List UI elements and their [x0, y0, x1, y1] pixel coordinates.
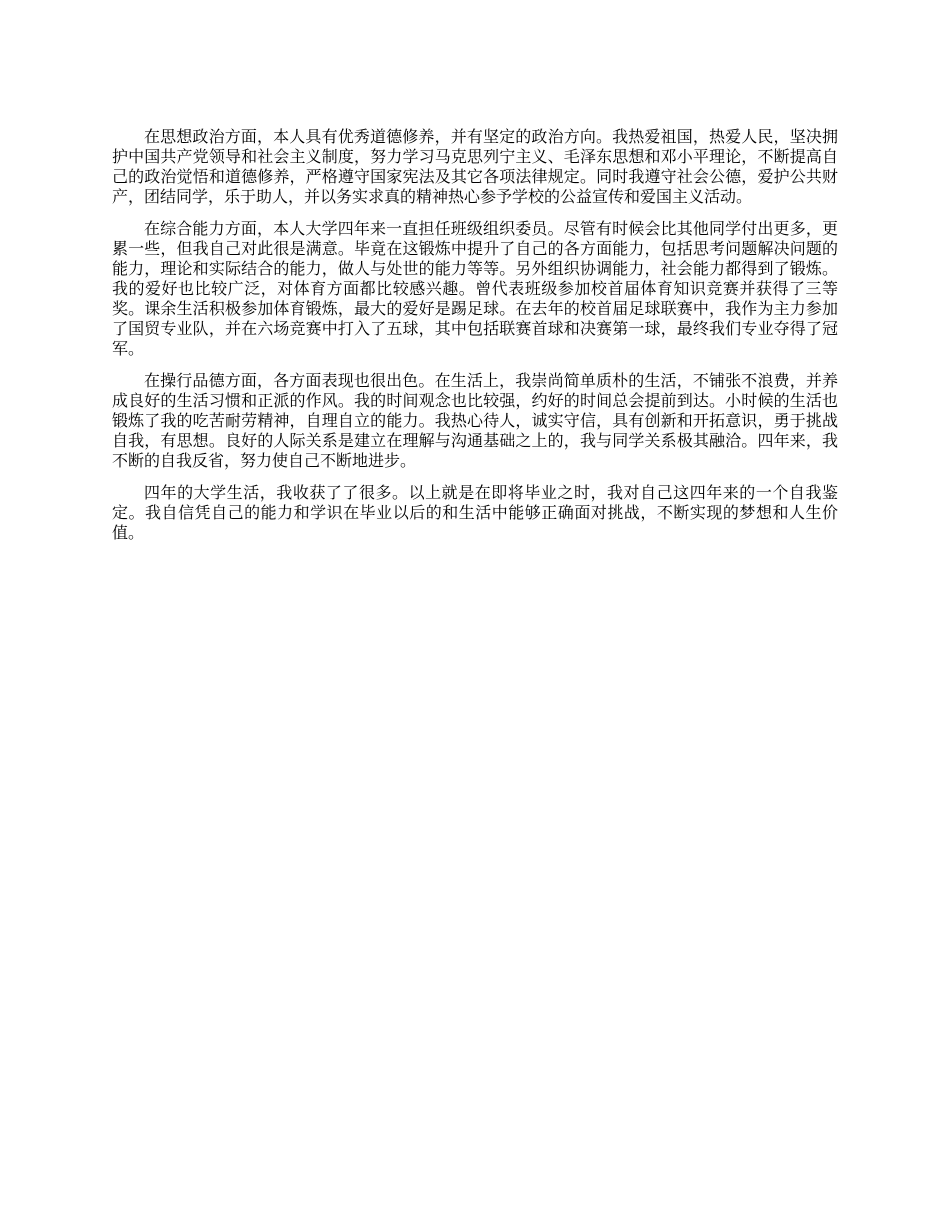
paragraph-ability: 在综合能力方面，本人大学四年来一直担任班级组织委员。尽管有时候会比其他同学付出更多，更累一些，但我自己对此很是满意。毕竟在这锻炼中提升了自己的各方面能力，包括思考问题解决问题的能力，理论和实际结合的能力，做人与处世的能力等等。另外组织协调能力，社会能力都得到了锻炼。我的爱好也比较广泛，对体育方面都比较感兴趣。曾代表班级参加校首届体育知识竞赛并获得了三等奖。课余生活积极参加体育锻炼，最大的爱好是踢足球。在去年的校首届足球联赛中，我作为主力参加了国贸专业队，并在六场竞赛中打入了五球，其中包括联赛首球和决赛第一球，最终我们专业夺得了冠军。: [112, 219, 838, 358]
document-body: [112, 127, 838, 555]
paragraph-conduct: 在操行品德方面，各方面表现也很出色。在生活上，我崇尚简单质朴的生活，不铺张不浪费，并养成良好的生活习惯和正派的作风。我的时间观念也比较强，约好的时间总会提前到达。小时候的生活也锻炼了我的吃苦耐劳精神，自理自立的能力。我热心待人，诚实守信，具有创新和开拓意识，勇于挑战自我，有思想。良好的人际关系是建立在理解与沟通基础之上的，我与同学关系极其融洽。四年来，我不断的自我反省，努力使自己不断地进步。: [112, 371, 838, 470]
paragraph-conclusion: 四年的大学生活，我收获了了很多。以上就是在即将毕业之时，我对自己这四年来的一个自我鉴定。我自信凭自己的能力和学识在毕业以后的和生活中能够正确面对挑战，不断实现的梦想和人生价值。: [112, 483, 838, 542]
paragraph-political: 在思想政治方面，本人具有优秀道德修养，并有坚定的政治方向。我热爱祖国，热爱人民，坚决拥护中国共产党领导和社会主义制度，努力学习马克思列宁主义、毛泽东思想和邓小平理论，不断提高自己的政治觉悟和道德修养，严格遵守国家宪法及其它各项法律规定。同时我遵守社会公德，爱护公共财产，团结同学，乐于助人，并以务实求真的精神热心参予学校的公益宣传和爱国主义活动。: [112, 127, 838, 206]
